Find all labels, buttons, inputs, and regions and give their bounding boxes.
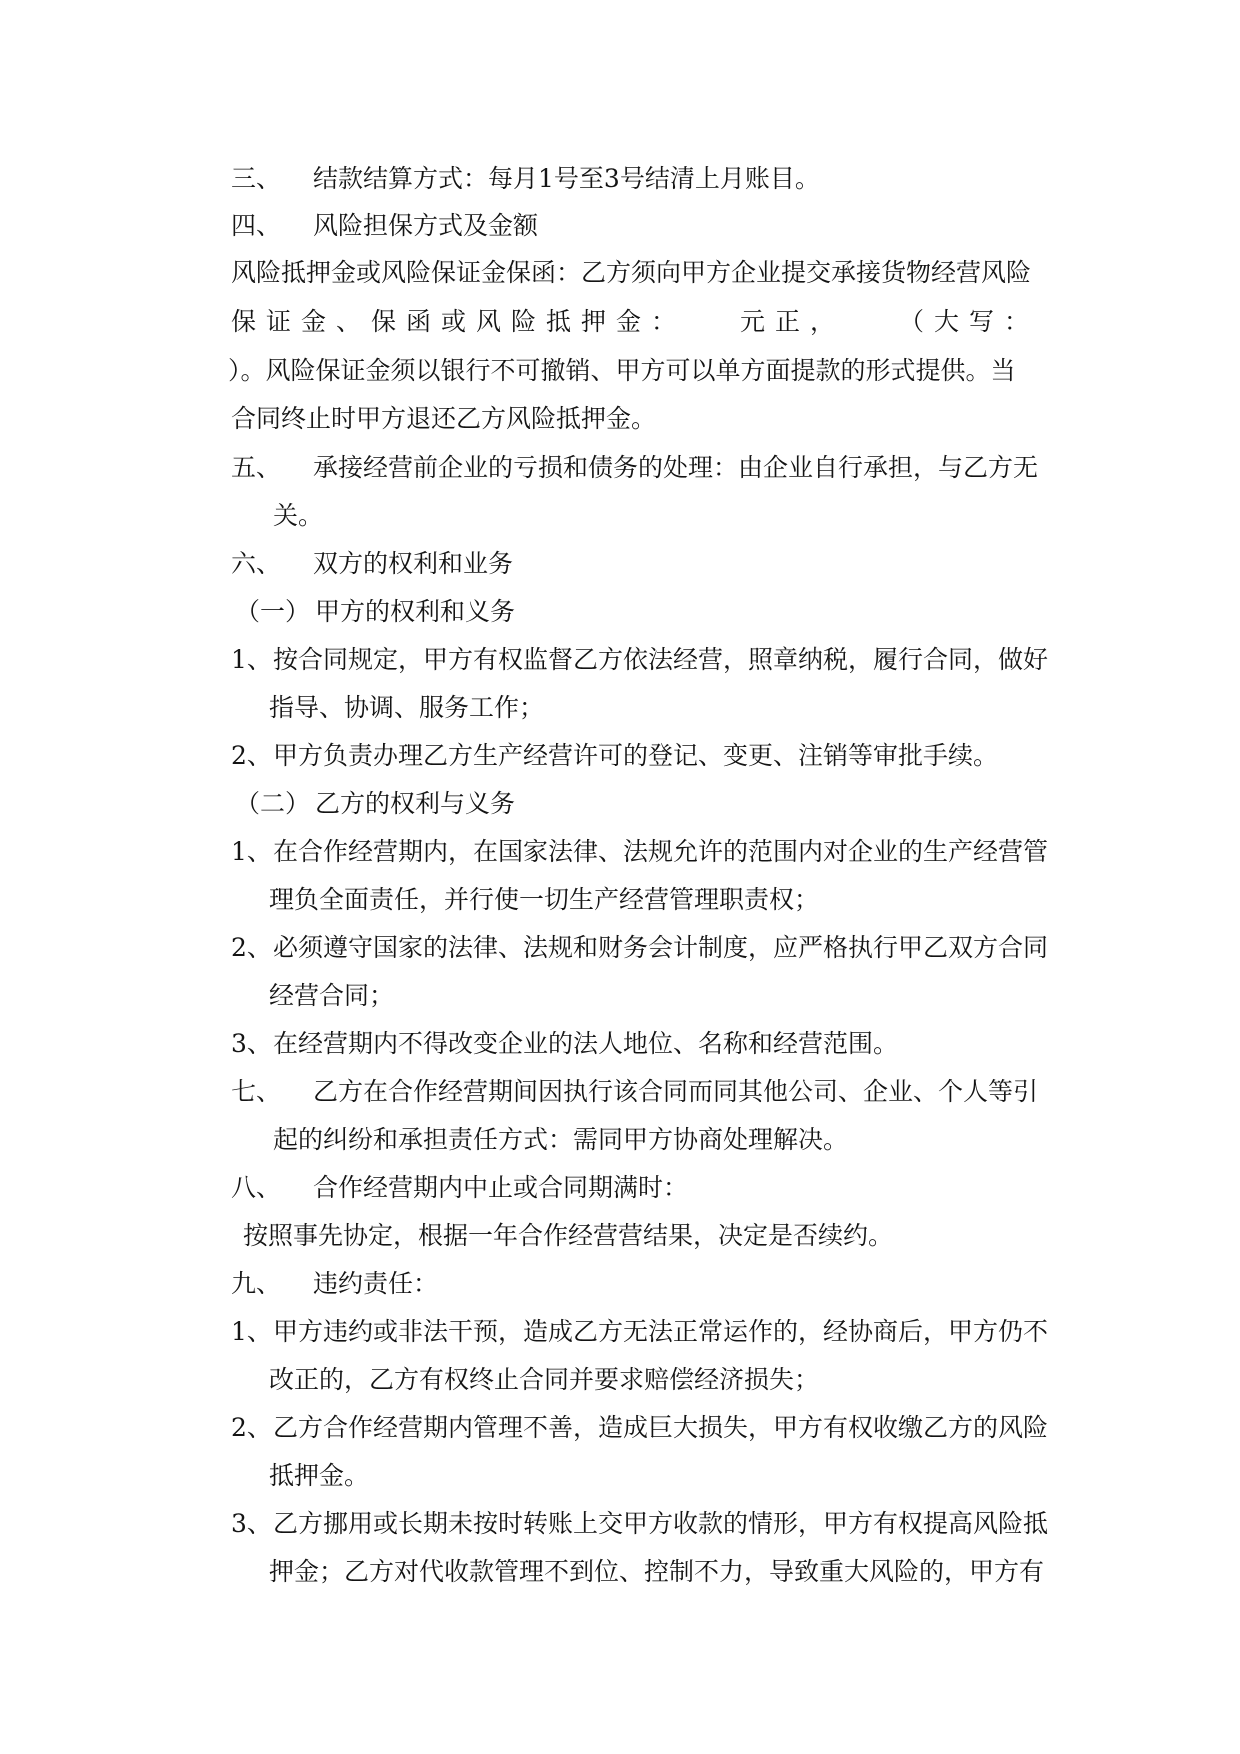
section-title: 乙方在合作经营期间因执行该合同而同其他公司、企业、个人等引 <box>313 1077 1039 1106</box>
list-item <box>231 1415 1048 1440</box>
section-9 <box>231 1271 438 1296</box>
item-text: 在合作经营期内，在国家法律、法规允许的范围内对企业的生产经营管 <box>273 837 1049 866</box>
subsection-number: （一） <box>235 597 311 626</box>
list-item <box>231 1319 1048 1344</box>
section-8 <box>231 1175 688 1200</box>
subsection-heading <box>235 791 515 816</box>
section-3 <box>231 166 820 191</box>
item-text: 必须遵守国家的法律、法规和财务会计制度，应严格执行甲乙双方合同 <box>273 933 1049 962</box>
paragraph-line: ）。风险保证金须以银行不可撤销、甲方可以单方面提款的形式提供。当 <box>228 356 1016 385</box>
item-text: 乙方挪用或长期未按时转账上交甲方收款的情形，甲方有权提高风险抵 <box>273 1509 1049 1538</box>
paragraph-line: 合同终止时甲方退还乙方风险抵押金。 <box>231 404 657 433</box>
continuation-line: 经营合同； <box>269 981 395 1010</box>
paragraph-line <box>231 309 1039 334</box>
list-item <box>231 1031 898 1056</box>
item-number: 3、 <box>231 1509 272 1538</box>
continuation-line: 指导、协调、服务工作； <box>269 693 545 722</box>
continuation-line: 起的纠纷和承担责任方式：需同甲方协商处理解决。 <box>273 1125 849 1154</box>
section-5 <box>231 455 1038 480</box>
section-number: 七、 <box>231 1077 282 1106</box>
section-number: 九、 <box>231 1269 282 1298</box>
section-4 <box>231 213 538 238</box>
section-number: 三、 <box>231 164 282 193</box>
list-item <box>231 1511 1048 1536</box>
subsection-title: 甲方的权利和义务 <box>315 597 516 626</box>
item-text: 按合同规定，甲方有权监督乙方依法经营，照章纳税，履行合同，做好 <box>273 645 1049 674</box>
section-title: 合作经营期内中止或合同期满时： <box>313 1173 689 1202</box>
continuation-line: 押金；乙方对代收款管理不到位、控制不力，导致重大风险的，甲方有 <box>269 1557 1045 1586</box>
subsection-number: （二） <box>235 789 311 818</box>
continuation-line: 改正的，乙方有权终止合同并要求赔偿经济损失； <box>269 1365 820 1394</box>
continuation-line: 关。 <box>273 501 324 530</box>
section-number: 六、 <box>231 549 282 578</box>
list-item <box>231 743 998 768</box>
section-7 <box>231 1079 1038 1104</box>
item-number: 2、 <box>231 741 272 770</box>
item-number: 2、 <box>231 1413 272 1442</box>
list-item <box>231 839 1048 864</box>
section-title: 结款结算方式：每月1号至3号结清上月账目。 <box>313 164 820 193</box>
section-title: 风险担保方式及金额 <box>313 211 539 240</box>
item-text: 甲方违约或非法干预，造成乙方无法正常运作的，经协商后，甲方仍不 <box>273 1317 1049 1346</box>
section-number: 八、 <box>231 1173 282 1202</box>
section-title: 双方的权利和业务 <box>313 549 514 578</box>
item-number: 1、 <box>231 1317 272 1346</box>
item-number: 1、 <box>231 645 272 674</box>
item-number: 3、 <box>231 1029 272 1058</box>
text-fragment: （大写： <box>898 307 1039 336</box>
item-text: 乙方合作经营期内管理不善，造成巨大损失，甲方有权收缴乙方的风险 <box>273 1413 1049 1442</box>
item-text: 甲方负责办理乙方生产经营许可的登记、变更、注销等审批手续。 <box>273 741 999 770</box>
list-item <box>231 935 1048 960</box>
item-number: 1、 <box>231 837 272 866</box>
subsection-heading <box>235 599 515 624</box>
text-fragment: 保证金、保函或风险抵押金： <box>231 307 687 336</box>
paragraph-line: 风险抵押金或风险保证金保函：乙方须向甲方企业提交承接货物经营风险 <box>231 258 1032 287</box>
section-number: 五、 <box>231 453 282 482</box>
item-text: 在经营期内不得改变企业的法人地位、名称和经营范围。 <box>273 1029 899 1058</box>
list-item <box>231 647 1048 672</box>
section-number: 四、 <box>231 211 282 240</box>
section-title: 违约责任： <box>313 1269 439 1298</box>
text-fragment: 元正， <box>739 307 845 336</box>
paragraph-line: 按照事先协定，根据一年合作经营营结果，决定是否续约。 <box>243 1221 894 1250</box>
subsection-title: 乙方的权利与义务 <box>315 789 516 818</box>
section-6 <box>231 551 513 576</box>
continuation-line: 理负全面责任，并行使一切生产经营管理职责权； <box>269 885 820 914</box>
item-number: 2、 <box>231 933 272 962</box>
continuation-line: 抵押金。 <box>269 1461 370 1490</box>
section-title: 承接经营前企业的亏损和债务的处理：由企业自行承担，与乙方无 <box>313 453 1039 482</box>
